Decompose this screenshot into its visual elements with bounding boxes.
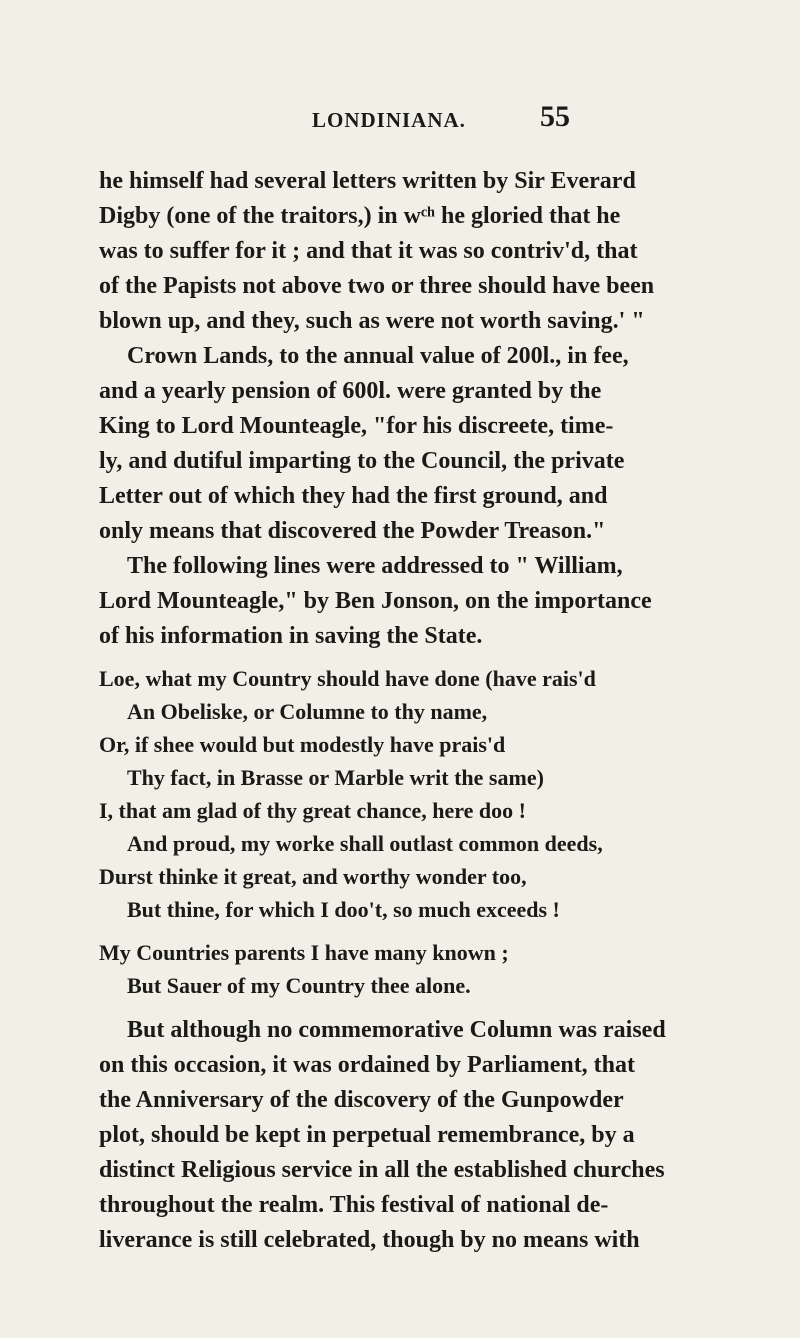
verse-line: But thine, for which I doo't, so much exceeds !	[127, 897, 560, 922]
text-line: the Anniversary of the discovery of the Gunpowder	[99, 1087, 624, 1113]
text-line: King to Lord Mounteagle, "for his discreete, time-	[99, 413, 614, 439]
page-number: 55	[540, 100, 570, 133]
text-line: Crown Lands, to the annual value of 200l., in fee,	[127, 343, 629, 369]
text-line: ly, and dutiful imparting to the Council, the private	[99, 448, 625, 474]
text-line: blown up, and they, such as were not worth saving.' "	[99, 308, 645, 334]
text-line: Lord Mounteagle," by Ben Jonson, on the importance	[99, 588, 652, 614]
text-line: liverance is still celebrated, though by no means with	[99, 1227, 640, 1253]
verse-line: Or, if shee would but modestly have prais'd	[99, 732, 506, 757]
verse-line: An Obeliske, or Columne to thy name,	[127, 699, 488, 724]
verse-line: But Sauer of my Country thee alone.	[127, 973, 471, 998]
text-line: But although no commemorative Column was raised	[127, 1017, 666, 1043]
text-line: plot, should be kept in perpetual remembrance, by a	[99, 1122, 635, 1148]
text-line: of the Papists not above two or three should have been	[99, 273, 655, 299]
text-line: of his information in saving the State.	[99, 623, 483, 649]
running-title: LONDINIANA.	[312, 108, 466, 132]
text-line: only means that discovered the Powder Treason."	[99, 518, 606, 544]
text-line: The following lines were addressed to " William,	[127, 553, 623, 579]
text-line: Digby (one of the traitors,) in wᶜʰ he gloried that he	[99, 203, 621, 229]
verse-line: I, that am glad of thy great chance, here doo !	[99, 798, 526, 823]
text-line: distinct Religious service in all the established churches	[99, 1157, 665, 1183]
text-line: he himself had several letters written by Sir Everard	[99, 168, 636, 194]
text-line: throughout the realm. This festival of national de-	[99, 1192, 609, 1218]
verse-line: Thy fact, in Brasse or Marble writ the same)	[127, 765, 544, 790]
text-line: was to suffer for it ; and that it was so contriv'd, that	[99, 238, 638, 264]
verse-line: And proud, my worke shall outlast common deeds,	[127, 831, 603, 856]
page-header	[0, 100, 800, 140]
verse-line: Loe, what my Country should have done (have rais'd	[99, 666, 596, 691]
text-line: Letter out of which they had the first ground, and	[99, 483, 608, 509]
verse-line: Durst thinke it great, and worthy wonder too,	[99, 864, 527, 889]
verse-line: My Countries parents I have many known ;	[99, 940, 509, 965]
text-line: on this occasion, it was ordained by Parliament, that	[99, 1052, 636, 1078]
text-line: and a yearly pension of 600l. were granted by the	[99, 378, 602, 404]
